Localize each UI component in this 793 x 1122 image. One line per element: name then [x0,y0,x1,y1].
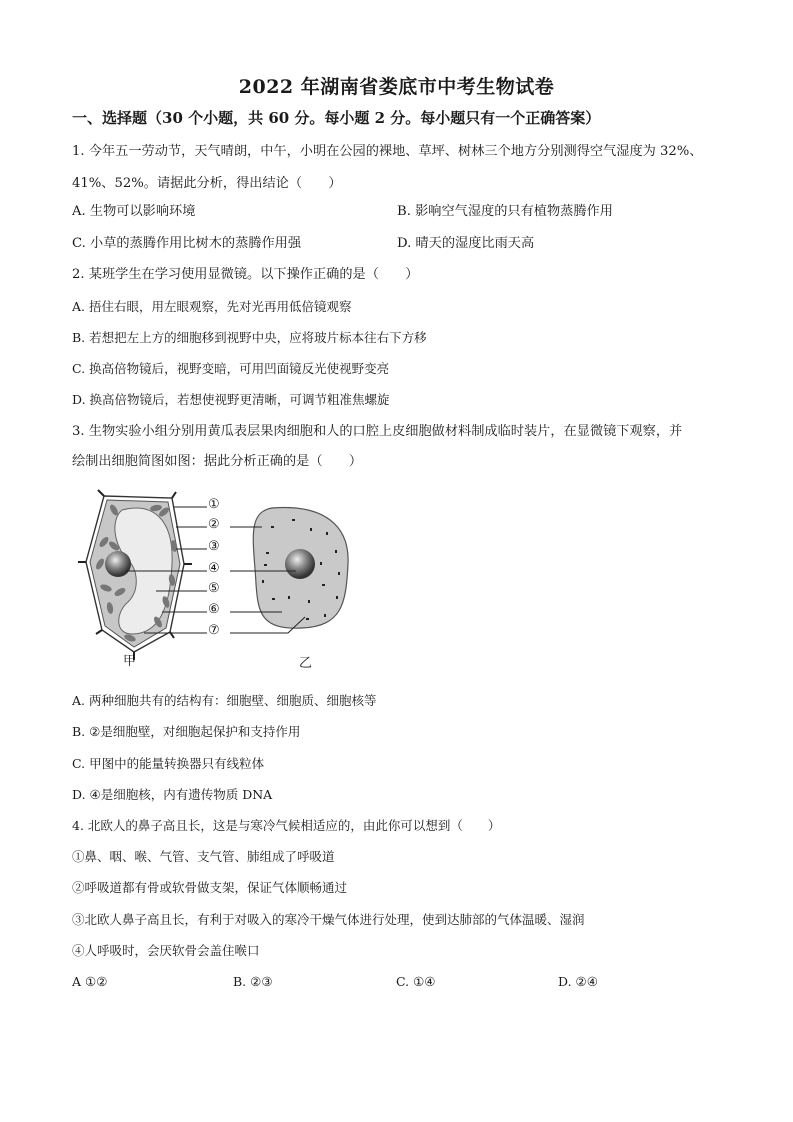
q4-statement-1: ①鼻、咽、喉、气管、支气管、肺组成了呼吸道 [72,849,335,864]
q1-option-a: A. 生物可以影响环境 [72,204,196,219]
q1-option-b: B. 影响空气湿度的只有植物蒸腾作用 [397,204,613,219]
q3-option-c: C. 甲图中的能量转换器只有线粒体 [72,756,265,771]
caption-yi: 乙 [299,656,313,671]
label-4: ④ [208,561,220,576]
q2-option-c: C. 换高倍物镜后，视野变暗，可用凹面镜反光使视野变亮 [72,361,390,376]
q1-stem-line2: 41%、52%。请据此分析，得出结论（ ） [72,176,342,191]
label-7: ⑦ [208,623,220,638]
q4-statement-4: ④人呼吸时，会厌软骨会盖住喉口 [72,943,260,958]
q2-option-a: A. 捂住右眼，用左眼观察，先对光再用低倍镜观察 [72,299,352,314]
q4-option-b: B. ②③ [233,974,273,989]
q3-option-a: A. 两种细胞共有的结构有：细胞壁、细胞质、细胞核等 [72,693,377,708]
label-6: ⑥ [208,602,220,617]
animal-cell-figure [253,507,348,628]
q2-option-d: D. 换高倍物镜后，若想使视野更清晰，可调节粗准焦螺旋 [72,392,390,407]
document-title: 2022 年湖南省娄底市中考生物试卷 [238,76,555,98]
label-3: ③ [208,539,220,554]
caption-jia: 甲 [123,654,137,669]
label-1: ① [208,497,220,512]
q3-stem-line1: 3. 生物实验小组分别用黄瓜表层果肉细胞和人的口腔上皮细胞做材料制成临时装片，在显微镜下观察，并 [72,424,683,439]
label-5: ⑤ [208,581,220,596]
cell-diagram [62,484,382,684]
q2-option-b: B. 若想把左上方的细胞移到视野中央，应将玻片标本往右下方移 [72,330,427,345]
q4-statement-3: ③北欧人鼻子高且长，有利于对吸入的寒冷干燥气体进行处理，使到达肺部的气体温暖、湿润 [72,912,585,927]
q1-option-c: C. 小草的蒸腾作用比树木的蒸腾作用强 [72,236,302,251]
label-2: ② [208,517,220,532]
q4-option-a: A ①② [72,974,108,989]
q4-option-d: D. ②④ [558,974,598,989]
q1-stem-line1: 1. 今年五一劳动节，天气晴朗，中午，小明在公园的裸地、草坪、树林三个地方分别测得空气湿度为 32%、 [72,144,703,159]
q3-option-d: D. ④是细胞核，内有遗传物质 DNA [72,787,273,802]
q3-option-b: B. ②是细胞壁，对细胞起保护和支持作用 [72,724,301,739]
plant-cell-figure [78,490,192,660]
q4-stem: 4. 北欧人的鼻子高且长，这是与寒冷气候相适应的，由此你可以想到（ ） [72,818,501,833]
q2-stem: 2. 某班学生在学习使用显微镜。以下操作正确的是（ ） [72,267,419,282]
q1-option-d: D. 晴天的湿度比雨天高 [397,236,535,251]
q4-statement-2: ②呼吸道都有骨或软骨做支架，保证气体顺畅通过 [72,880,348,895]
q3-stem-line2: 绘制出细胞简图如图：据此分析正确的是（ ） [72,454,363,469]
q4-option-c: C. ①④ [396,974,436,989]
section-heading: 一、选择题（30 个小题，共 60 分。每小题 2 分。每小题只有一个正确答案） [72,109,601,127]
